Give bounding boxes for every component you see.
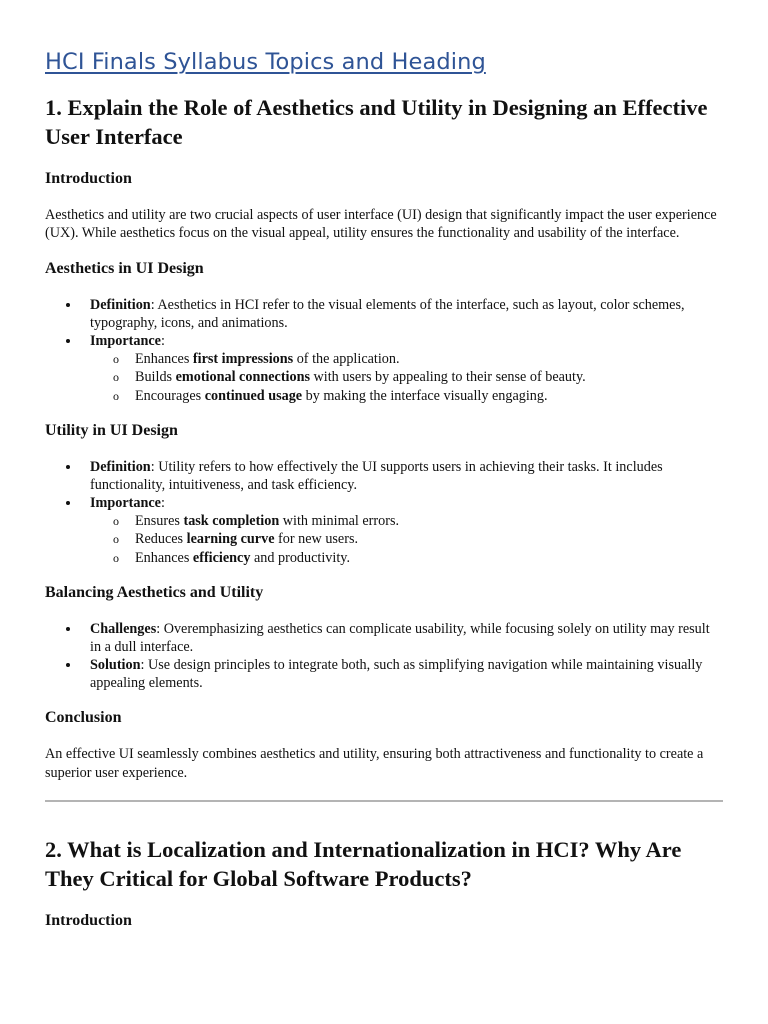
- sub-bullet-icon: o: [113, 370, 119, 385]
- bullet-icon: [66, 627, 70, 631]
- point-text: of the application.: [293, 350, 400, 367]
- point-emphasis: efficiency: [192, 549, 251, 566]
- aesthetics-list: [45, 296, 723, 405]
- definition-text: : Aesthetics in HCI refer to the visual elements of the interface, such as layout, color schemes, typography, icons, and animations.: [90, 296, 685, 331]
- section-1-heading: 1. Explain the Role of Aesthetics and Utility in Designing an Effective User Interface: [45, 95, 708, 149]
- point-emphasis: learning curve: [186, 531, 275, 548]
- definition-text: : Utility refers to how effectively the UI supports users in achieving their tasks. It includes functionality, intuitiveness, and task efficiency.: [90, 459, 663, 494]
- section-1-introduction-heading: Introduction: [45, 170, 132, 187]
- importance-colon: :: [160, 332, 165, 349]
- list-item: [113, 350, 723, 368]
- balancing-list: [45, 620, 723, 692]
- challenges-label: Challenges: [90, 621, 157, 638]
- utility-importance-list: [90, 512, 723, 567]
- list-item: [113, 512, 723, 530]
- definition-label: Definition: [90, 459, 151, 476]
- point-text: for new users.: [274, 531, 359, 548]
- sub-bullet-icon: o: [113, 532, 119, 547]
- solution-text: : Use design principles to integrate both, such as simplifying navigation while maintaining visually appealing elements.: [90, 657, 703, 692]
- point-text: Encourages: [135, 387, 205, 404]
- point-text: with users by appealing to their sense of beauty.: [310, 369, 586, 386]
- conclusion-heading: Conclusion: [45, 709, 122, 727]
- point-text: by making the interface visually engaging.: [302, 387, 548, 404]
- challenges-text: : Overemphasizing aesthetics can complicate usability, while focusing solely on utility may result in a dull interface.: [90, 621, 710, 656]
- bullet-icon: [66, 501, 70, 505]
- point-text: with minimal errors.: [279, 513, 400, 530]
- bullet-icon: [66, 303, 70, 307]
- list-item: [90, 656, 723, 692]
- point-emphasis: task completion: [183, 513, 280, 530]
- list-item: [90, 332, 723, 405]
- bullet-icon: [66, 339, 70, 343]
- section-2-heading: 2. What is Localization and Internationalization in HCI? Why Are They Critical for Global Software Products?: [45, 837, 682, 892]
- list-item: [90, 458, 723, 494]
- point-text: Enhances: [135, 350, 193, 367]
- importance-label: Importance: [90, 332, 161, 349]
- aesthetics-importance-list: [90, 350, 723, 405]
- balancing-heading: Balancing Aesthetics and Utility: [45, 584, 264, 602]
- section-divider: [45, 800, 723, 802]
- utility-heading: Utility in UI Design: [45, 422, 178, 440]
- bullet-icon: [66, 663, 70, 667]
- utility-list: [45, 458, 723, 567]
- section-2-introduction-heading: Introduction: [45, 912, 132, 930]
- sub-bullet-icon: o: [113, 550, 119, 565]
- point-text: Reduces: [135, 531, 187, 548]
- document-title[interactable]: HCI Finals Syllabus Topics and Heading: [45, 49, 486, 75]
- point-emphasis: first impressions: [192, 350, 294, 367]
- list-item: [113, 530, 723, 548]
- list-item: [113, 549, 723, 567]
- definition-label: Definition: [90, 296, 151, 313]
- solution-label: Solution: [90, 657, 141, 674]
- sub-bullet-icon: o: [113, 388, 119, 403]
- point-text: Builds: [135, 369, 176, 386]
- conclusion-text: An effective UI seamlessly combines aesthetics and utility, ensuring both attractiveness and functionality to create a superior user experience.: [45, 746, 704, 781]
- list-item: [90, 620, 723, 656]
- point-text: Ensures: [135, 513, 184, 530]
- point-text: and productivity.: [250, 549, 350, 566]
- importance-label: Importance: [90, 495, 161, 512]
- sub-bullet-icon: o: [113, 351, 119, 366]
- list-item: [113, 387, 723, 405]
- list-item: [90, 494, 723, 567]
- sub-bullet-icon: o: [113, 514, 119, 529]
- list-item: [113, 368, 723, 386]
- section-1-introduction-text: Aesthetics and utility are two crucial aspects of user interface (UI) design that significantly impact the user experience (UX). While aesthetics focus on the visual appeal, utility ensures the functionality and usability of the interface.: [45, 207, 717, 242]
- bullet-icon: [66, 465, 70, 469]
- list-item: [90, 296, 723, 332]
- point-emphasis: emotional connections: [175, 369, 310, 386]
- aesthetics-heading: Aesthetics in UI Design: [45, 259, 204, 277]
- point-text: Enhances: [135, 549, 193, 566]
- importance-colon: :: [160, 495, 165, 512]
- point-emphasis: continued usage: [204, 387, 303, 404]
